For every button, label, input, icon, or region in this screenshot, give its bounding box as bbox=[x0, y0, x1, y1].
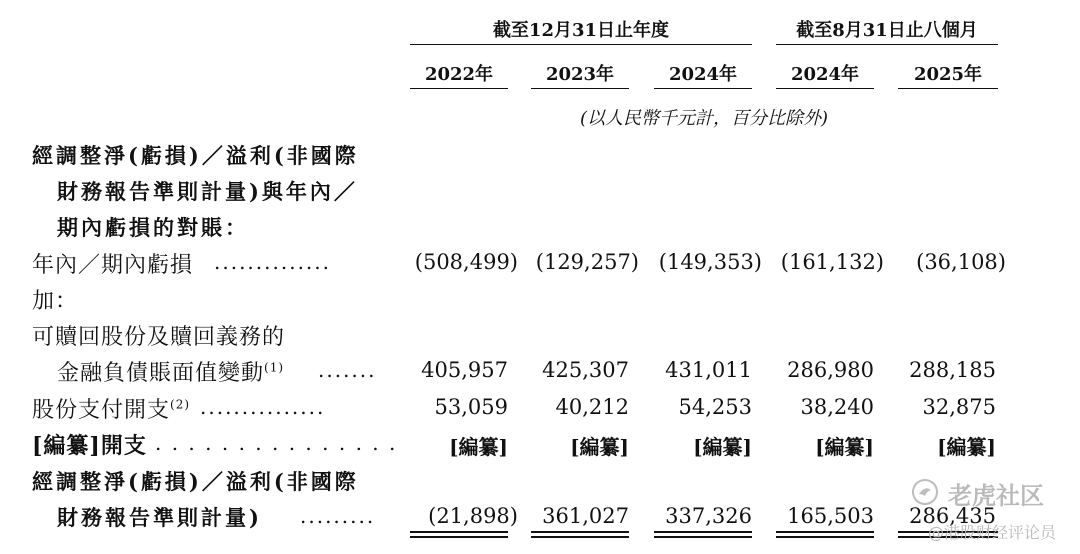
cell-2022: (508,499) bbox=[414, 250, 518, 274]
year-header-2024-8m: 2024年 bbox=[790, 64, 860, 85]
header-group-eight-months: 截至8月31日止八個月 bbox=[796, 20, 978, 41]
cell-2024: [編纂] bbox=[693, 435, 752, 459]
cell-2022: 405,957 bbox=[421, 358, 508, 382]
header-group-fiscal-year: 截至12月31日止年度 bbox=[492, 20, 670, 41]
year-rule bbox=[654, 88, 752, 89]
year-header-2025-8m: 2025年 bbox=[913, 64, 983, 85]
row-label-text: 金融負債賬面值變動 bbox=[57, 361, 265, 386]
row-label-line-2: 財務報告準則計量) bbox=[57, 505, 262, 530]
year-rule bbox=[410, 88, 508, 89]
leader-dots: ............... bbox=[200, 395, 326, 419]
cell-2023: 425,307 bbox=[542, 358, 629, 382]
cell-2024: (149,353) bbox=[658, 250, 762, 274]
footnote-marker: (1) bbox=[264, 360, 285, 375]
cell-2024-8m: [編纂] bbox=[815, 435, 874, 459]
cell-2024-8m: 165,503 bbox=[787, 504, 874, 528]
cell-2022: [編纂] bbox=[449, 435, 508, 459]
row-label bbox=[32, 393, 190, 424]
cell-2023: 40,212 bbox=[555, 395, 629, 419]
year-header-2023: 2023年 bbox=[545, 64, 615, 85]
header-rule-fiscal bbox=[410, 44, 752, 45]
cell-2024-8m: (161,132) bbox=[780, 250, 884, 274]
year-header-2024: 2024年 bbox=[668, 64, 738, 85]
section-title-line-1: 經調整淨(虧損)／溢利(非國際 bbox=[32, 143, 359, 168]
leader-dots: .............. bbox=[214, 250, 332, 274]
row-label: 年內／期內虧損 bbox=[32, 253, 194, 278]
section-title-line-3: 期內虧損的對賬： bbox=[57, 215, 249, 240]
cell-2024-8m: 38,240 bbox=[800, 395, 874, 419]
cell-2023: 361,027 bbox=[542, 504, 629, 528]
add-label: 加： bbox=[32, 289, 79, 314]
footnote-marker: (2) bbox=[170, 397, 191, 412]
cell-2024: 431,011 bbox=[665, 358, 752, 382]
tiger-logo-icon bbox=[910, 477, 940, 507]
leader-dots: ....... bbox=[318, 358, 377, 382]
cell-2023: [編纂] bbox=[570, 435, 629, 459]
row-label: [編纂]開支 bbox=[32, 433, 147, 459]
header-rule-eight-months bbox=[776, 44, 998, 45]
cell-2024-8m: 286,980 bbox=[787, 358, 874, 382]
cell-2025-8m: 32,875 bbox=[922, 395, 996, 419]
cell-2025-8m: 286,435 bbox=[909, 504, 996, 528]
cell-2022: 53,059 bbox=[434, 395, 508, 419]
watermark-sub: @港股财经评论员 bbox=[928, 523, 1057, 542]
leader-dots: ......... bbox=[300, 504, 376, 528]
cell-2024: 337,326 bbox=[665, 504, 752, 528]
year-rule bbox=[898, 88, 998, 89]
year-header-2022: 2022年 bbox=[424, 64, 494, 85]
unit-note: (以人民幣千元計，百分比除外) bbox=[579, 108, 829, 129]
cell-2025-8m: 288,185 bbox=[909, 358, 996, 382]
row-label-text: 股份支付開支 bbox=[32, 398, 171, 423]
row-label-line-1: 經調整淨(虧損)／溢利(非國際 bbox=[32, 469, 359, 494]
year-rule bbox=[776, 88, 874, 89]
section-title-line-2: 財務報告準則計量)與年內／ bbox=[57, 179, 358, 204]
row-label-line-2 bbox=[57, 356, 284, 387]
cell-2023: (129,257) bbox=[535, 250, 639, 274]
cell-2025-8m: (36,108) bbox=[916, 250, 1006, 274]
row-label-line-1: 可贖回股份及贖回義務的 bbox=[32, 325, 286, 350]
watermark-brand: 老虎社区 bbox=[948, 482, 1044, 510]
year-rule bbox=[531, 88, 629, 89]
cell-2025-8m: [編纂] bbox=[937, 435, 996, 459]
cell-2024: 54,253 bbox=[678, 395, 752, 419]
leader-dots: . . . . . . . . . . . . . . . bbox=[155, 431, 398, 455]
cell-2022: (21,898) bbox=[428, 504, 518, 528]
